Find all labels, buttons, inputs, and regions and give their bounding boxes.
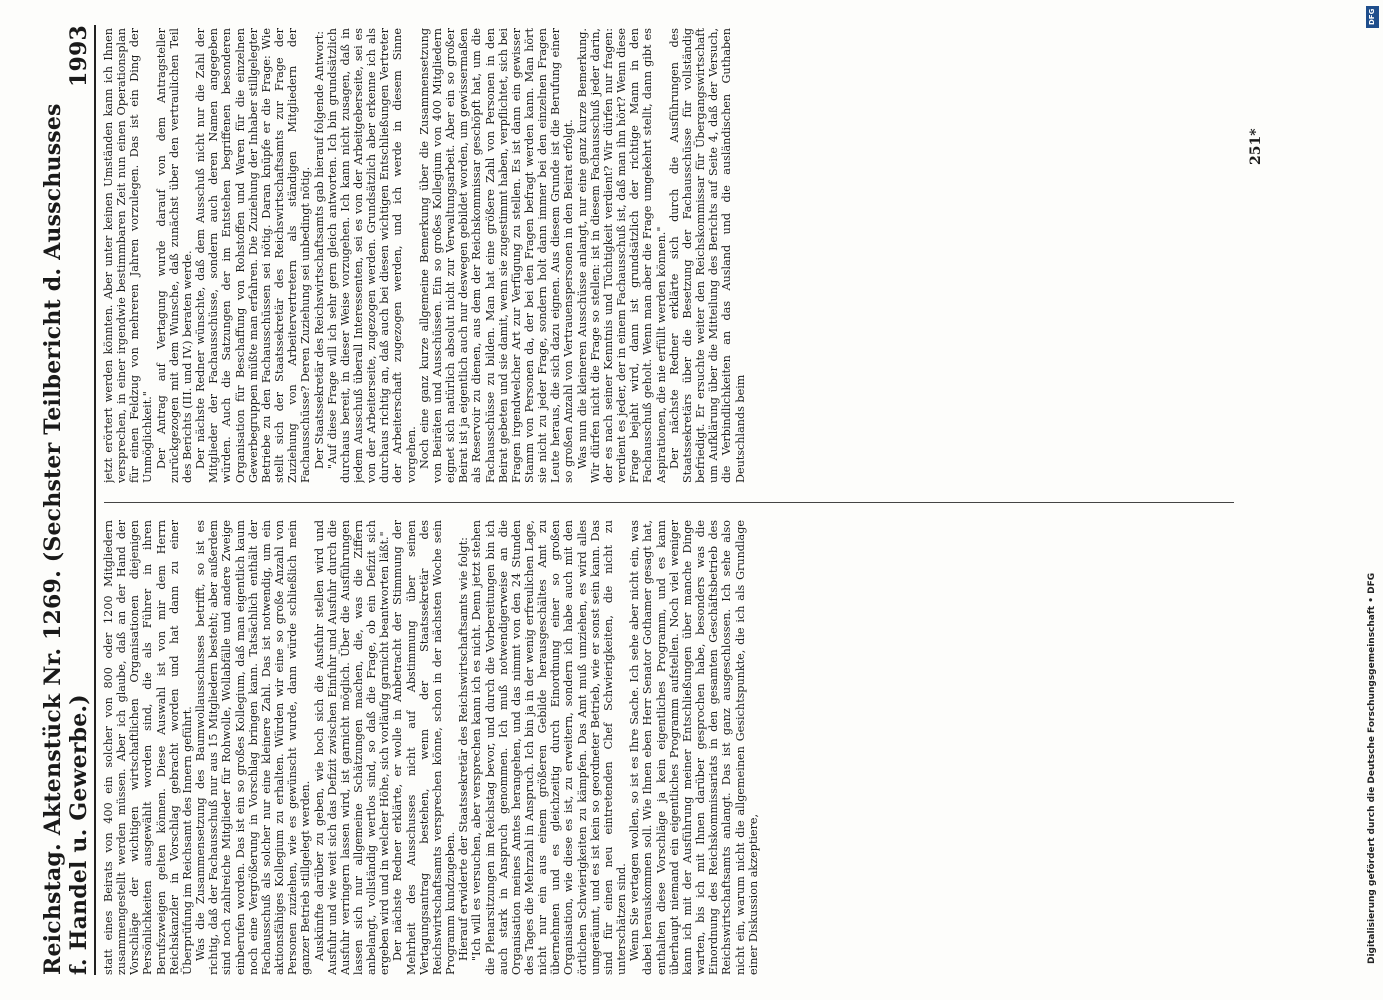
paragraph: Hierauf erwiderte der Staatssekretär des Reichswirtschaftsamts wie folgt: <box>457 537 471 961</box>
paragraph: Noch eine ganz kurze allgemeine Bemerkung über die Zusammensetzung von Beiräten und Ausschüssen. Ein so großes Kollegium von 400 Mitgliedern eignet sich natürlich absolut nicht zur Verwaltungsarbeit. Aber ein so großer Beirat ist ja eigentlich auch nur deswegen gebildet worden, um gewissermaßen als Reservoir zu dienen, aus dem der Reichskommissar geschöpft hat, um die Fachausschüsse zu bilden. Man hat eine größere Zahl von Personen in den Beirat gebeten und sie damit, wenn sie zugestimmt haben, verpflichtet, sich bei Fragen irgendwelcher Art zur Verfügung zu stellen. Es ist dann ein gewisser Stamm von Personen da, der bei den Fragen befragt werden kann. Man hört sie nicht zu jeder Frage, sondern holt dann immer bei den einzelnen Fragen Leute heraus, die sich dazu eignen. Aus diesem Grunde ist die Berufung einer so großen Anzahl von Vertrauenspersonen in den Beirat erfolgt. <box>417 28 576 483</box>
column-divider <box>104 502 1234 503</box>
paragraph: Was die Zusammensetzung des Baumwollausschusses betrifft, so ist es richtig, daß der Fachausschuß nur aus 15 Mitgliedern besteht; aber außerdem sind noch zahlreiche Mitglieder für Rohwolle, Wollabfälle und andere Zweige einberufen worden. Das ist ein so großes Kollegium, daß man eigentlich kaum noch eine Vergrößerung in Vorschlag bringen kann. Tatsächlich enthält der Fachausschuß als solcher nur eine kleinere Zahl. Das ist notwendig, um ein aktionsfähiges Kollegium zu erhalten. Würden wir eine so große Anzahl von Personen zuziehen, wie es gewünscht wurde, dann würde schließlich mein ganzer Betrieb stillgelegt werden. <box>194 520 313 975</box>
rotated-page-content <box>40 25 1273 975</box>
paragraph: Der nächste Redner wünschte, daß dem Ausschuß nicht nur die Zahl der Mitglieder der Fachausschüsse, sondern auch deren Namen angegeben würden. Auch die Satzungen der im Entstehen begriffenen besonderen Organisation für Beschaffung von Rohstoffen und Waren für die einzelnen Gewerbegruppen müßte man erfahren. Die Zuziehung der Inhaber stillgelegter Betriebe zu den Fachausschüssen sei nötig. Daran knüpfe er die Frage: Wie stellt sich der Staatssekretär des Reichswirtschaftsamts zur Frage der Zuziehung von Arbeitervertretern als ständigen Mitgliedern der Fachausschüsse? Deren Zuziehung sei unbedingt nötig. <box>194 28 313 483</box>
paragraph: "Auf diese Frage will ich sehr gern gleich antworten. Ich bin grundsätzlich durchaus bereit, in dieser Weise vorzugehen. Ich kann nicht zusagen, daß in jedem Ausschuß überall Interessenten, sei es von der Arbeitgeberseite, sei es von der Arbeiterseite, zugezogen werden. Grundsätzlich aber erkenne ich als durchaus richtig an, daß auch bei diesen wichtigen Entschließungen Vertreter der Arbeiterschaft zugezogen werden, und ich werde in diesem Sinne vorgehen. <box>325 28 418 483</box>
right-text-column <box>102 28 1242 483</box>
header-title: Reichstag. Aktenstück Nr. 1269. (Sechster Teilbericht d. Ausschusses f. Handel u. Gewerbe.) <box>40 103 92 975</box>
paragraph: Der nächste Redner erklärte, er wolle in Anbetracht der Stimmung der Mehrheit des Ausschusses nicht auf Abstimmung über seinen Vertagungsantrag bestehen, wenn der Staatssekretär des Reichswirtschaftsamts versprechen könne, schon in der nächsten Woche sein Programm kundzugeben. <box>391 520 458 975</box>
paragraph: Der Staatssekretär des Reichswirtschaftsamts gab hierauf folgende Antwort: <box>312 30 326 469</box>
paragraph: statt eines Beirats von 400 ein solcher von 800 oder 1200 Mitgliedern zusammengestellt werden müssen. Aber ich glaube, daß an der Hand der Vorschläge der wichtigen wirtschaftlichen Organisationen diejenigen Persönlichkeiten ausgewählt worden sind, die als Führer in ihren Berufszweigen gelten können. Diese Auswahl ist von mir dem Herrn Reichskanzler in Vorschlag gebracht worden und hat dann zu einer Überprüfung im Reichsamt des Innern geführt. <box>102 520 194 975</box>
dfg-logo: DFG <box>1366 6 1379 28</box>
digitization-credit: Digitalisierung gefördert durch die Deutsche Forschungsgemeinschaft • DFG <box>1367 572 1377 964</box>
sheet-signature: 251* <box>1248 128 1264 165</box>
paragraph: Wenn Sie vertagen wollen, so ist es Ihre Sache. Ich sehe aber nicht ein, was dabei herauskommen soll. Wie Ihnen eben Herr Senator Gothamer gesagt hat, enthalten diese Vorschläge ja kein eigentliches Programm, und es kann überhaupt niemand ein eigentliches Programm aufstellen. Noch viel weniger kann ich mit der Ausführung meiner Entschließungen über manche Dinge warten, bis ich mit Ihnen darüber gesprochen habe, besonders was die Einordnung des Reichskommissariats in den gesamten Geschäftsbetrieb des Reichswirtschaftsamts anlangt. Das ist ganz ausgeschlossen. Ich sehe also nicht ein, warum nicht die allgemeinen Gesichtspunkte, die ich als Grundlage einer Diskussion akzeptiere, <box>628 520 760 975</box>
paragraph: Der nächste Redner erklärte sich durch die Ausführungen des Staatssekretärs über die Besetzung der Fachausschüsse für vollständig befriedigt. Er ersuchte weiter den Reichskommissar für Übergangswirtschaft um Aufklärung über die Mitteilung des Berichts auf Seite 4, daß der Versuch, die Verbindlichkeiten an das Ausland und die ausländischen Guthaben Deutschlands beim <box>667 28 747 483</box>
page-header <box>40 25 96 975</box>
paragraph: jetzt erörtert werden könnten. Aber unter keinen Umständen kann ich Ihnen versprechen, in einer irgendwie bestimmbaren Zeit nun einen Operationsplan für einen Feldzug von mehreren Jahren vorzulegen. Das ist ein Ding der Unmöglichkeit." <box>102 28 155 483</box>
paragraph: Was nun die kleineren Ausschüsse anlangt, nur eine ganz kurze Bemerkung. Wir dürfen nicht die Frage so stellen: ist in diesem Fachausschuß jeder darin, der es nach seiner Kenntnis und Tüchtigkeit verdient? Wir dürfen nur fragen: verdient es jeder, der in einem Fachausschuß ist, daß man ihn hört? Wenn diese Frage bejaht wird, dann ist grundsätzlich der richtige Mann in den Fachausschuß geholt. Wenn man aber die Frage umgekehrt stellt, dann gibt es Aspirationen, die nie erfüllt werden können." <box>575 28 668 483</box>
paragraph: Auskünfte darüber zu geben, wie hoch sich die Ausfuhr stellen wird und Ausfuhr und wie weit sich das Defizit zwischen Einfuhr und Ausfuhr durch die Ausfuhr verringern lassen wird, ist garnicht möglich. Über die Ausführungen lassen sich nur allgemeine Schätzungen machen, die, was die Ziffern anbelangt, vollständig wertlos sind, so daß die Frage, ob ein Defizit sich ergeben wird und in welcher Höhe, sich vorläufig garnicht beantworten läßt." <box>312 520 392 975</box>
paragraph: "Ich will es versuchen, aber versprechen kann ich es nicht. Denn jetzt stehen die Plenarsitzungen im Reichstag bevor, und durch die Vorbereitungen bin ich auch stark in Anspruch genommen. Ich muß notwendigerweise an die Organisation meines Amtes herangehen, und das nimmt von den 24 Stunden des Tages die Mehrzahl in Anspruch. Ich bin ja in der wenig erfreulichen Lage, nicht nur ein aus einem größeren Gebilde herausgeschältes Amt zu übernehmen und es gleichzeitig durch Einordnung einer so großen Organisation, wie diese es ist, zu erweitern, sondern ich habe auch mit den örtlichen Schwierigkeiten zu kämpfen. Das Amt muß umziehen, es wird alles umgeräumt, und es ist kein so geordneter Betrieb, wie er sonst sein kann. Das sind für einen neu eintretenden Chef Schwierigkeiten, die nicht zu unterschätzen sind. <box>470 520 629 975</box>
left-text-column <box>102 520 1242 975</box>
page-number: 1993 <box>66 25 92 88</box>
paragraph: Der Antrag auf Vertagung wurde darauf von dem Antragsteller zurückgezogen mit dem Wunsche, daß zunächst über den vertraulichen Teil des Berichts (III. und IV.) beraten werde. <box>154 28 194 483</box>
